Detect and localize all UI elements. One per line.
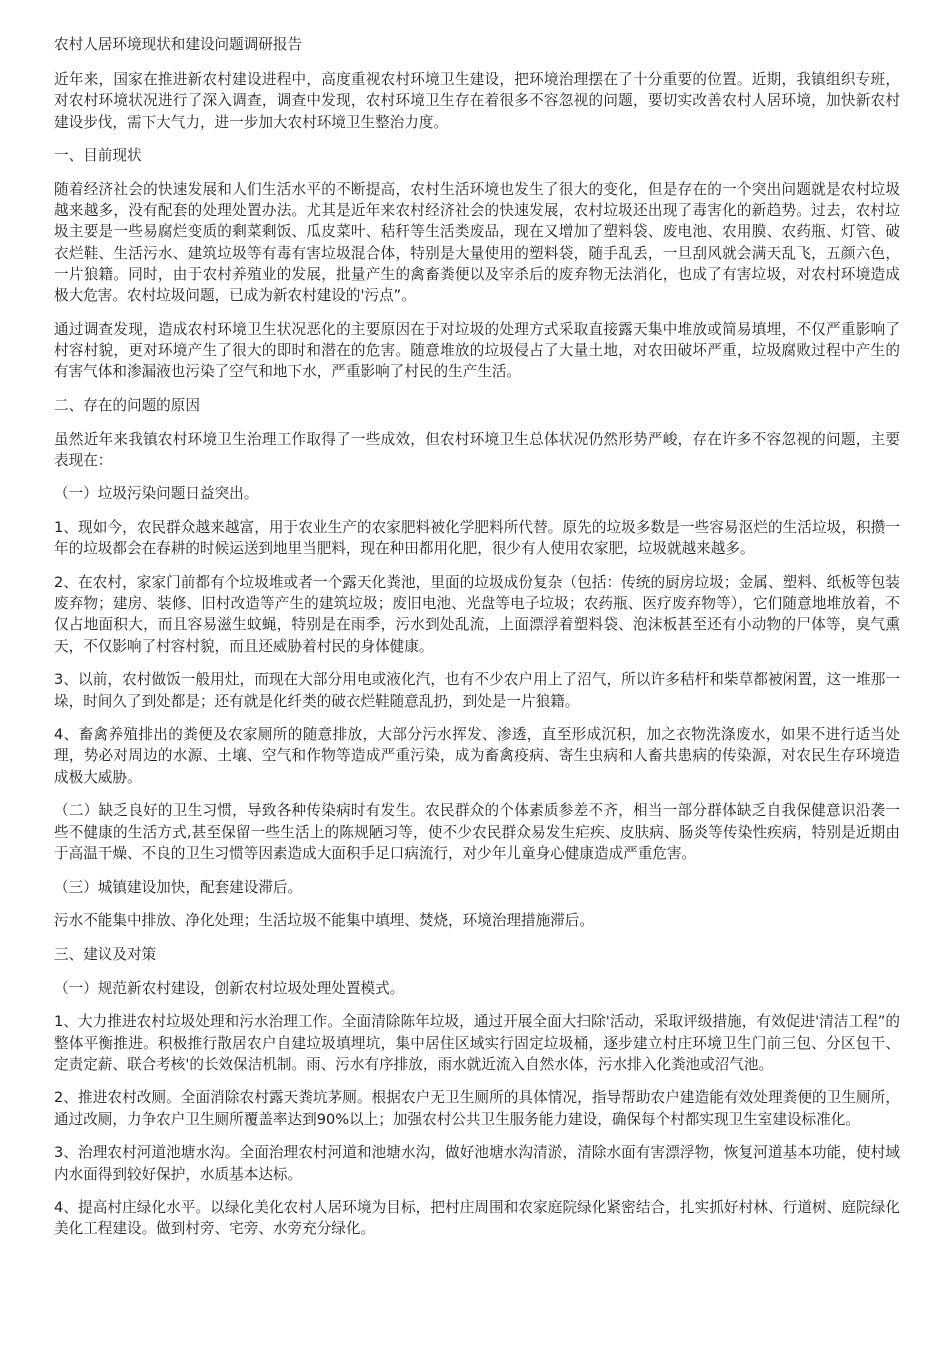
paragraph: 随着经济社会的快速发展和人们生活水平的不断提高，农村生活环境也发生了很大的变化，但是存在的一个突出问题就是农村垃圾越来越多，没有配套的处理处置办法。尤其是近年来农村经济社会的快速发展，农村垃圾还出现了毒害化的新趋势。过去，农村垃圾主要是一些易腐烂变质的剩菜剩饭、瓜皮菜叶、秸秆等生活类废品，现在又增加了塑料袋、废电池、农用膜、农药瓶、灯管、破衣烂鞋、生活污水、建筑垃圾等有毒有害垃圾混合体，特别是大量使用的塑料袋，随手乱丢，一旦刮风就会满天乱飞，五颜六色，一片狼籍。同时，由于农村养殖业的发展，批量产生的禽畜粪便以及宰杀后的废弃物无法消化，也成了有害垃圾，对农村环境造成极大危害。农村垃圾问题，已成为新农村建设的'污点”。 [54,181,900,305]
intro-paragraph: 近年来，国家在推进新农村建设进程中，高度重视农村环境卫生建设，把环境治理摆在了十分重要的位置。近期，我镇组织专班，对农村环境状况进行了深入调查，调查中发现，农村环境卫生存在着很多不容忽视的问题，要切实改善农村人居环境，加快新农村建设步伐，需下大气力，进一步加大农村环境卫生整治力度。 [54,71,900,131]
subsection-heading: （三）城镇建设加快，配套建设滞后。 [54,878,303,896]
list-item: 4、畜禽养殖排出的粪便及农家厕所的随意排放，大部分污水挥发、渗透，直至形成沉积，加之衣物洗涤废水，如果不进行适当处理，势必对周边的水源、土壤、空气和作物等造成严重污染，成为畜禽疫病、寄生虫病和人畜共患病的传染源，对农民生存环境造成极大威胁。 [54,726,900,786]
document-title: 农村人居环境现状和建设问题调研报告 [54,36,303,53]
section-heading-problem-causes: 二、存在的问题的原因 [54,396,200,414]
section-heading-current-status: 一、目前现状 [54,147,142,165]
list-item: 1、大力推进农村垃圾处理和污水治理工作。全面清除陈年垃圾，通过开展全面大扫除'活动，采取评级措施，有效促进'清洁工程”的整体平衡推进。积极推行散居农户自建垃圾填埋坑，集中居住区域实行固定垃圾桶，逐步建立村庄环境卫生门前三包、分区包干、定责定薪、联合考核'的长效保洁机制。雨、污水有序排放，雨水就近流入自然水体，污水排入化粪池或沼气池。 [54,1013,900,1073]
section-heading-suggestions: 三、建议及对策 [54,945,157,963]
list-item: 2、推进农村改厕。全面消除农村露天粪坑茅厕。根据农户无卫生厕所的具体情况，指导帮助农户建造能有效处理粪便的卫生厕所，通过改厕，力争农户卫生厕所覆盖率达到90%以上；加强农村公共卫生服务能力建设，确保每个村都实现卫生室建设标准化。 [54,1089,900,1128]
list-item: 3、治理农村河道池塘水沟。全面治理农村河道和池塘水沟，做好池塘水沟清淤，清除水面有害漂浮物，恢复河道基本功能，使村域内水面得到较好保护，水质基本达标。 [54,1144,900,1183]
list-item: 3、以前，农村做饭一般用灶，而现在大部分用电或液化汽，也有不少农户用上了沼气，所以许多秸杆和柴草都被闲置，这一堆那一垛，时间久了到处都是；还有就是化纤类的破衣烂鞋随意乱扔，到处是一片狼籍。 [54,671,900,710]
list-item: 4、提高村庄绿化水平。以绿化美化农村人居环境为目标，把村庄周围和农家庭院绿化紧密结合，扎实抓好村林、行道树、庭院绿化美化工程建设。做到村旁、宅旁、水旁充分绿化。 [54,1199,900,1238]
paragraph: 污水不能集中排放、净化处理；生活垃圾不能集中填埋、焚烧，环境治理措施滞后。 [54,912,594,930]
subsection-paragraph: （二）缺乏良好的卫生习惯，导致各种传染病时有发生。农民群众的个体素质参差不齐，相当一部分群体缺乏自我保健意识沿袭一些不健康的生活方式,甚至保留一些生活上的陈规陋习等，使不少农民群众易发生疟疾、皮肤病、肠炎等传染性疾病，特别是近期由于高温干燥、不良的卫生习惯等因素造成大面积手足口病流行，对少年儿童身心健康造成严重危害。 [54,802,900,862]
subsection-heading: （一）垃圾污染问题日益突出。 [54,485,259,503]
paragraph: 通过调查发现，造成农村环境卫生状况恶化的主要原因在于对垃圾的处理方式采取直接露天集中堆放或简易填埋，不仅严重影响了村容村貌，更对环境产生了很大的即时和潜在的危害。随意堆放的垃圾侵占了大量土地，对农田破坏严重，垃圾腐败过程中产生的有害气体和渗漏液也污染了空气和地下水，严重影响了村民的生产生活。 [54,320,900,381]
list-item: 2、在农村，家家门前都有个垃圾堆或者一个露天化粪池，里面的垃圾成份复杂（包括：传统的厨房垃圾；金属、塑料、纸板等包装废弃物；建房、装修、旧村改造等产生的建筑垃圾；废旧电池、光盘等电子垃圾；农药瓶、医疗废弃物等），它们随意地堆放着，不仅占地面积大，而且容易滋生蚊蝇，特别是在雨季，污水到处乱流，上面漂浮着塑料袋、泡沫板甚至还有小动物的尸体等，臭气熏天，不仅影响了村容村貌，而且还威胁着村民的身体健康。 [54,574,900,655]
document-page [54,34,900,1252]
list-item: 1、现如今，农民群众越来越富，用于农业生产的农家肥料被化学肥料所代替。原先的垃圾多数是一些容易沤烂的生活垃圾，积攒一年的垃圾都会在春耕的时候运送到地里当肥料，现在种田都用化肥，很少有人使用农家肥，垃圾就越来越多。 [54,519,900,558]
paragraph: 虽然近年来我镇农村环境卫生治理工作取得了一些成效，但农村环境卫生总体状况仍然形势严峻，存在许多不容忽视的问题，主要表现在： [54,430,900,469]
subsection-heading: （一）规范新农村建设，创新农村垃圾处理处置模式。 [54,979,405,997]
